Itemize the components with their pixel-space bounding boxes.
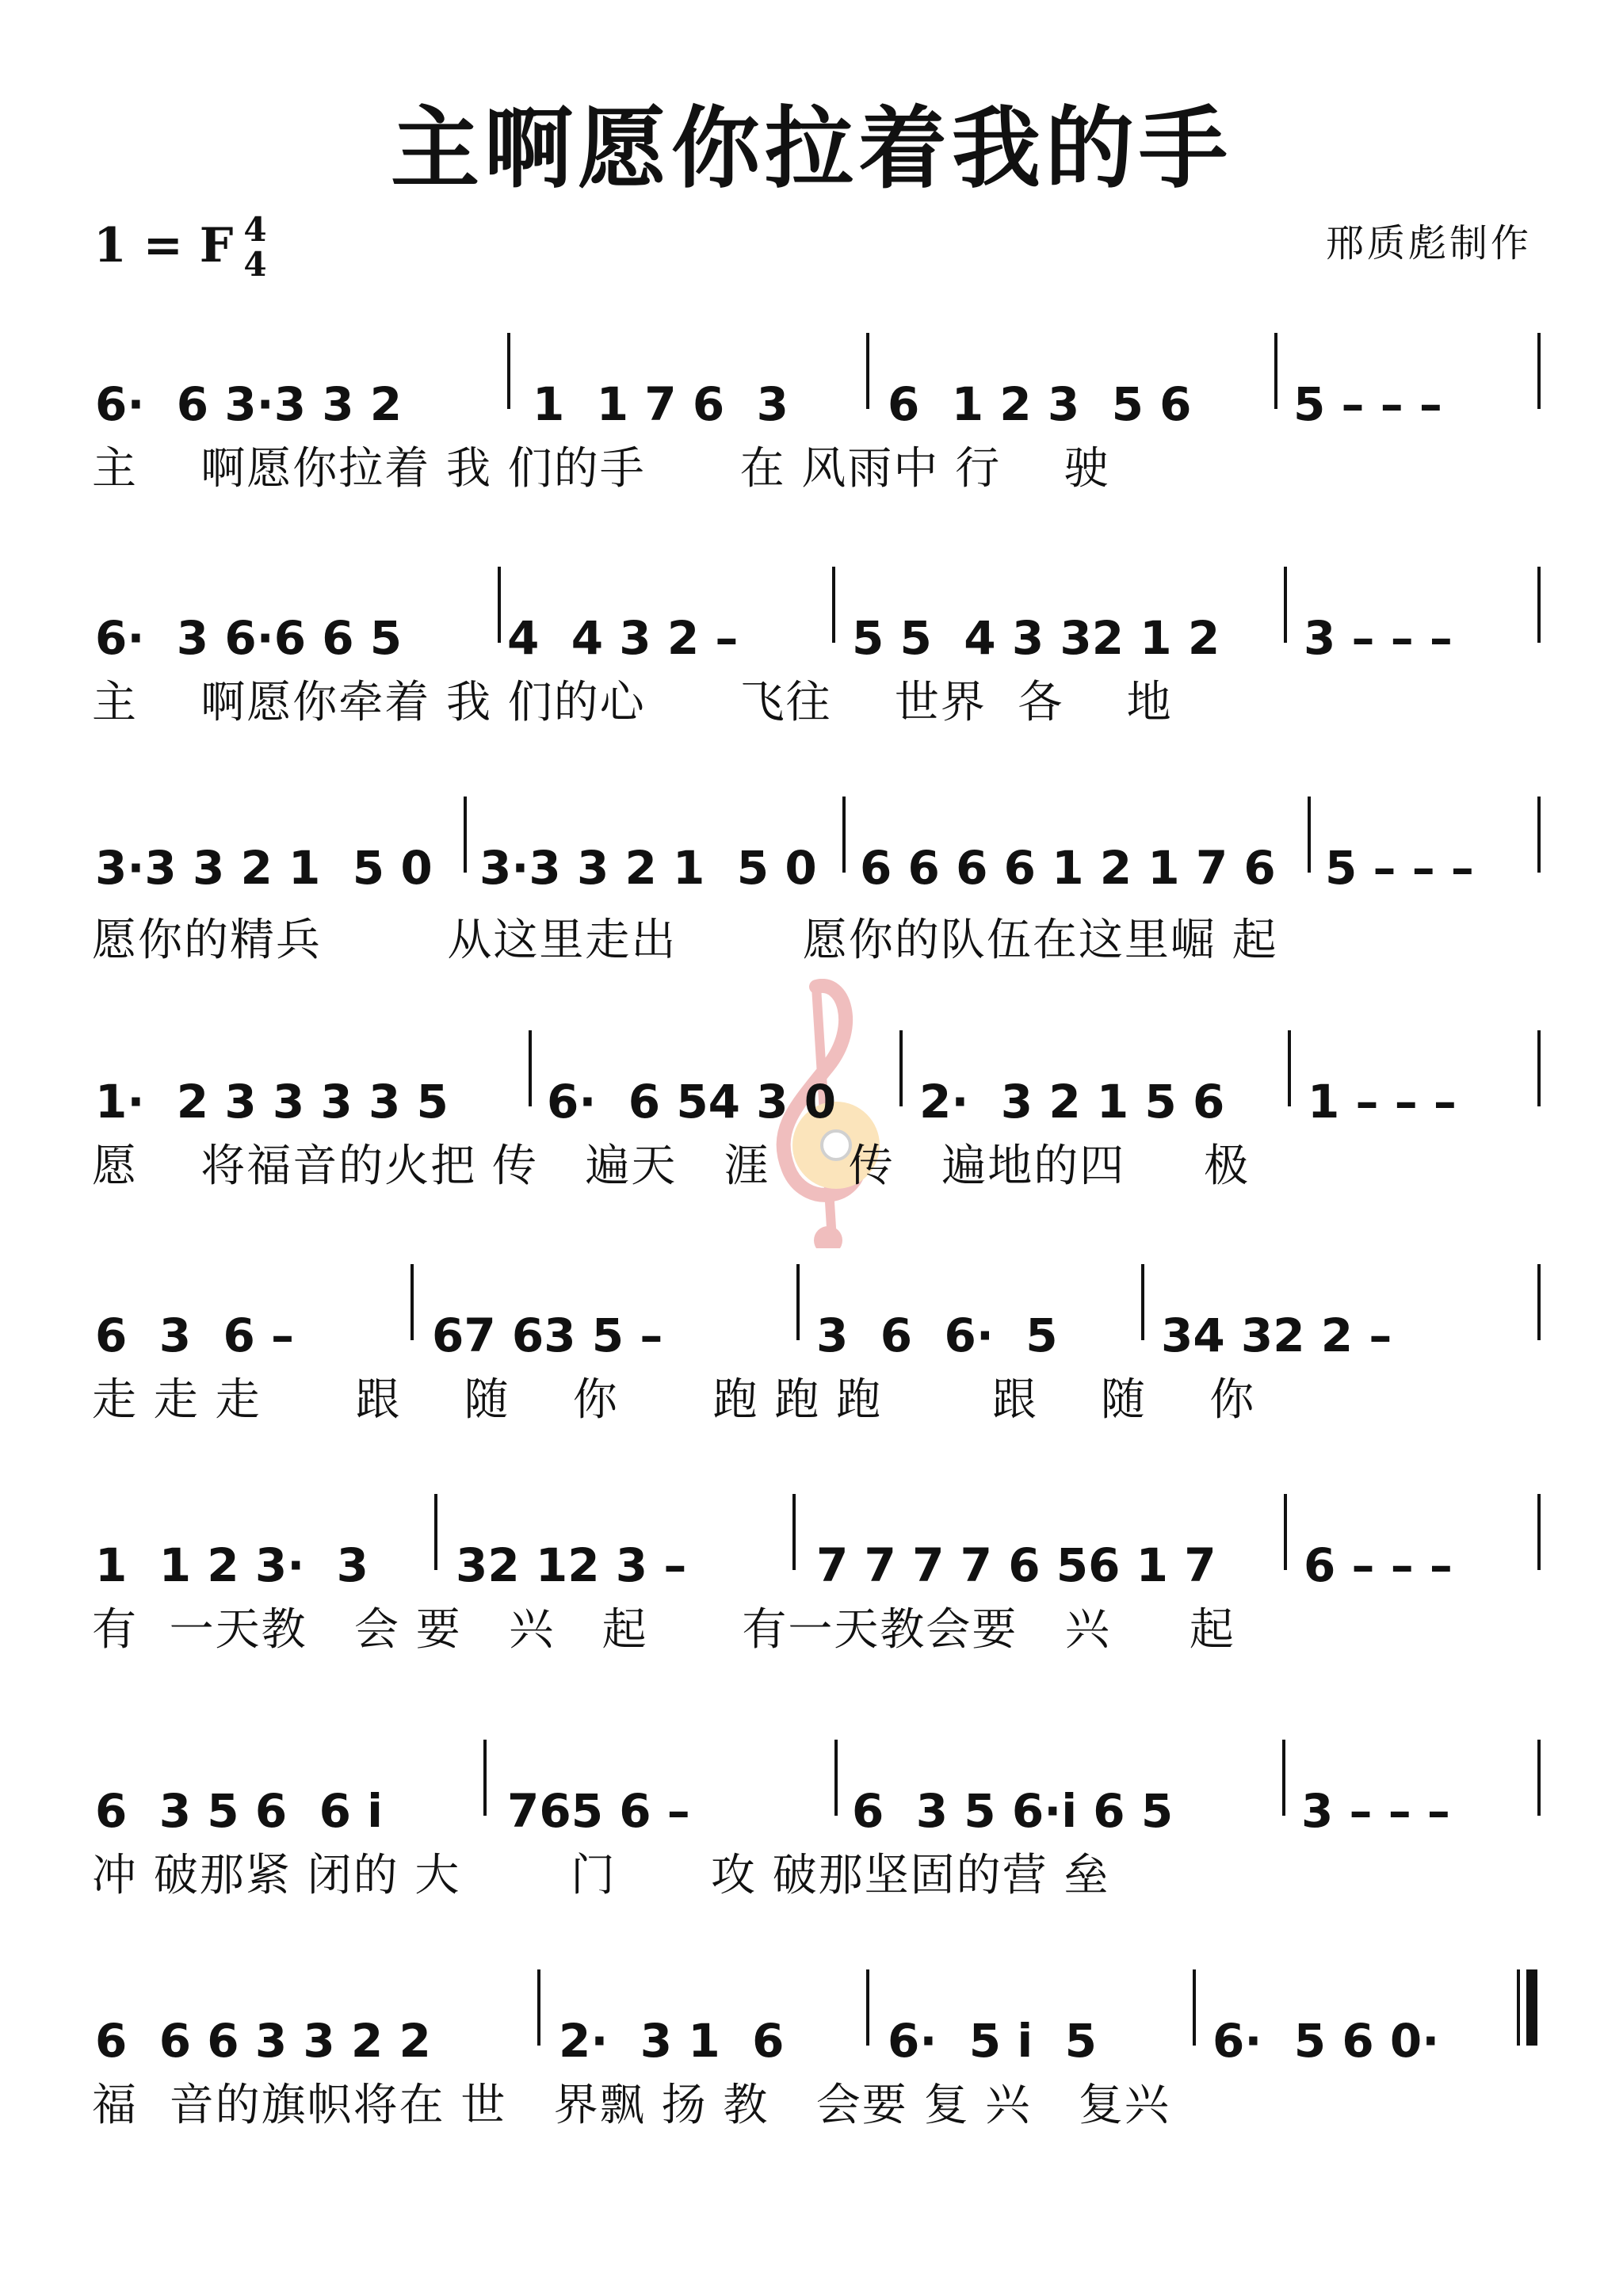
lyrics-line: 愿你的精兵 从这里走出 愿你的队伍在这里崛 起 <box>92 915 1278 966</box>
measure-notation: 1 1 7 6 3 <box>533 377 789 431</box>
measure-notation: 6· 6 3·3 3 2 <box>95 377 403 431</box>
time-signature <box>239 212 271 282</box>
arranger-credit: 邢质彪制作 <box>1325 221 1532 266</box>
barline <box>464 797 467 873</box>
barline <box>1537 1740 1541 1816</box>
barline <box>1282 1740 1285 1816</box>
barline <box>792 1494 796 1570</box>
score-system-2 <box>0 567 1623 728</box>
measure-notation: 3 – – – <box>1301 1784 1450 1838</box>
barline <box>899 1030 903 1106</box>
measure-notation: 1 – – – <box>1308 1075 1457 1129</box>
barline <box>1284 567 1287 643</box>
score-system-8 <box>0 1969 1623 2131</box>
barline <box>832 567 835 643</box>
measure-notation: 1 1 2 3· 3 <box>95 1538 369 1592</box>
barline <box>529 1030 532 1106</box>
measure-notation: 5 – – – <box>1325 841 1474 895</box>
barline <box>1288 1030 1291 1106</box>
barline <box>498 567 501 643</box>
measure-notation: 765 6 – <box>507 1784 690 1838</box>
measure-notation: 1· 2 3 3 3 3 5 <box>95 1075 449 1129</box>
barline <box>411 1264 414 1340</box>
measure-notation: 6 3 5 6 6 i <box>95 1784 384 1838</box>
lyrics-line: 愿 将福音的火把 传 遍天 涯 传 遍地的四 极 <box>92 1140 1251 1192</box>
barline <box>1537 1264 1541 1340</box>
measure-notation: 34 32 2 – <box>1161 1308 1392 1362</box>
measure-notation: 6 3 5 6·i 6 5 <box>852 1784 1174 1838</box>
measure-notation: 3 – – – <box>1304 611 1453 665</box>
measure-notation: 6 – – – <box>1304 1538 1453 1592</box>
barline <box>1537 797 1541 873</box>
measure-notation: 6· 5 i 5 <box>888 2014 1097 2068</box>
final-barline-thick <box>1526 1969 1537 2046</box>
barline <box>1274 333 1277 409</box>
measure-notation: 6· 6 54 3 0 <box>547 1075 837 1129</box>
barline <box>1537 333 1541 409</box>
key-signature: 1 = F <box>94 218 234 273</box>
measure-notation: 5 5 4 3 32 1 2 <box>852 611 1220 665</box>
score-system-4 <box>0 1030 1623 1192</box>
barline <box>1284 1494 1287 1570</box>
barline <box>1537 567 1541 643</box>
final-barline-thin <box>1517 1969 1520 2046</box>
measure-notation: 2· 3 1 6 <box>559 2014 785 2068</box>
measure-notation: 5 – – – <box>1293 377 1442 431</box>
measure-notation: 2· 3 2 1 5 6 <box>919 1075 1225 1129</box>
barline <box>537 1969 540 2046</box>
barline <box>834 1740 838 1816</box>
score-system-3 <box>0 797 1623 966</box>
barline <box>1193 1969 1196 2046</box>
barline <box>866 1969 869 2046</box>
measure-notation: 4 4 3 2 – <box>507 611 739 665</box>
lyrics-line: 主 啊愿你拉着 我 们的手 在 风雨中 行 驶 <box>92 443 1110 495</box>
measure-notation: 3·3 3 2 1 5 0 <box>95 841 433 895</box>
measure-notation: 6· 3 6·6 6 5 <box>95 611 403 665</box>
barline <box>1141 1264 1144 1340</box>
lyrics-line: 福 音的旗帜将在 世 界飘 扬 教 会要 复 兴 复兴 <box>92 2080 1170 2131</box>
barline <box>1308 797 1311 873</box>
score-system-1 <box>0 333 1623 495</box>
barline <box>842 797 846 873</box>
barline <box>1537 1030 1541 1106</box>
barline <box>1537 1494 1541 1570</box>
lyrics-line: 有 一天教 会 要 兴 起 有一天教会要 兴 起 <box>92 1604 1235 1656</box>
lyrics-line: 冲 破那紧 闭的 大 门 攻 破那坚固的营 垒 <box>92 1850 1110 1901</box>
measure-notation: 7 7 7 7 6 56 1 7 <box>816 1538 1216 1592</box>
measure-notation: 6 6 6 6 1 2 1 7 6 <box>860 841 1276 895</box>
score-system-5 <box>0 1264 1623 1426</box>
measure-notation: 6· 5 6 0· <box>1212 2014 1440 2068</box>
measure-notation: 67 63 5 – <box>432 1308 663 1362</box>
score-system-6 <box>0 1494 1623 1656</box>
score-system-7 <box>0 1740 1623 1901</box>
barline <box>866 333 869 409</box>
lyrics-line: 主 啊愿你牵着 我 们的心 飞往 世界 各 地 <box>92 677 1173 728</box>
measure-notation: 6 6 6 3 3 2 2 <box>95 2014 431 2068</box>
measure-notation: 3 6 6· 5 <box>816 1308 1058 1362</box>
time-signature-bottom: 4 <box>243 245 267 284</box>
lyrics-line: 走 走 走 跟 随 你 跑 跑 跑 跟 随 你 <box>92 1374 1256 1426</box>
measure-notation: 6 1 2 3 5 6 <box>888 377 1192 431</box>
barline <box>434 1494 437 1570</box>
barline <box>796 1264 800 1340</box>
song-title: 主啊愿你拉着我的手 <box>391 97 1232 201</box>
measure-notation: 32 12 3 – <box>456 1538 687 1592</box>
barline <box>483 1740 487 1816</box>
barline <box>507 333 510 409</box>
time-signature-top: 4 <box>243 210 267 249</box>
measure-notation: 3·3 3 2 1 5 0 <box>479 841 817 895</box>
measure-notation: 6 3 6 – <box>95 1308 295 1362</box>
